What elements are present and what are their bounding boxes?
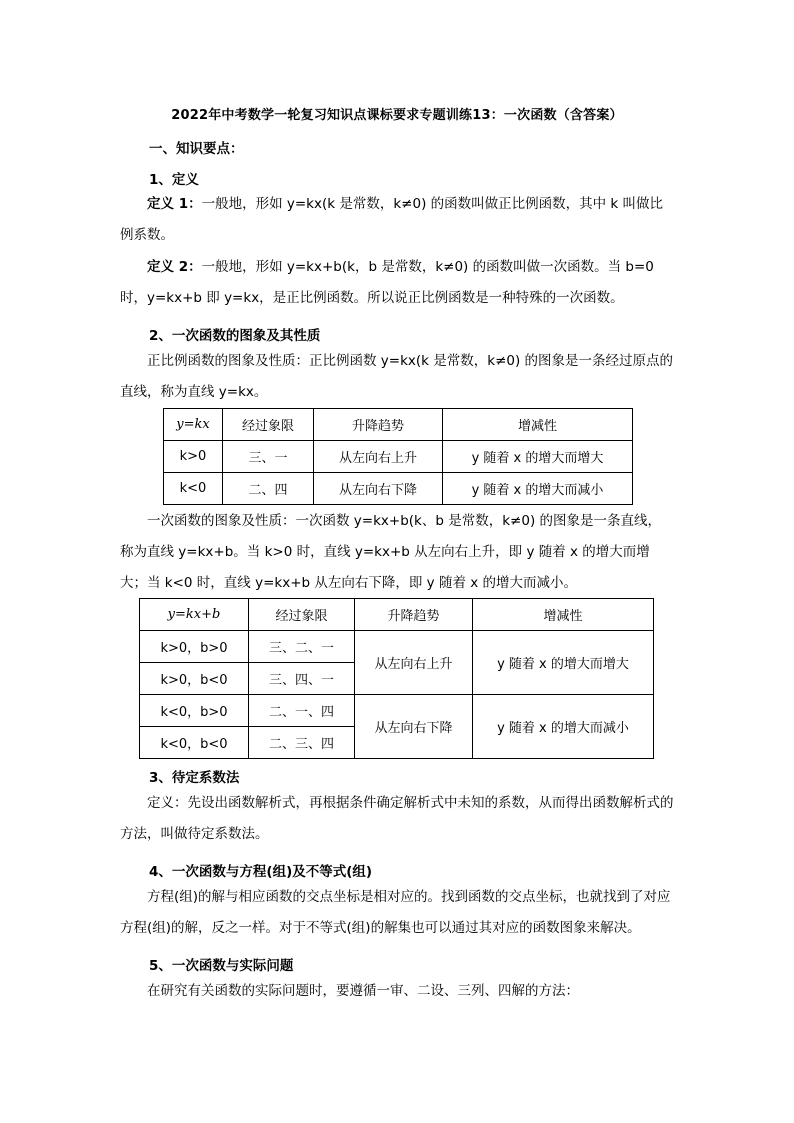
table-cell: k>0: [164, 441, 223, 473]
heading-graph-properties: 2、一次函数的图象及其性质: [149, 328, 321, 344]
table-cell: k<0: [164, 473, 223, 505]
table-cell-trend-up: 从左向右上升: [355, 631, 473, 695]
table-cell-mono-down: y 随着 x 的增大而减小: [473, 695, 654, 759]
table-cell: 从左向右下降: [314, 473, 443, 505]
definition-1-paragraph: [120, 189, 674, 251]
table-row: [164, 441, 633, 473]
practical-problems-paragraph: [120, 976, 674, 1007]
table-header-row: [164, 409, 633, 441]
heading-definition: 1、定义: [149, 172, 199, 188]
table-header-cell: 增减性: [443, 409, 633, 441]
proportional-function-table: [163, 408, 633, 505]
table-header-cell: 经过象限: [223, 409, 314, 441]
table-cell: 二、三、四: [249, 727, 355, 759]
table-header-row: [140, 599, 654, 631]
table-cell: k>0，b>0: [140, 631, 249, 663]
definition-2-label: 定义 2：: [147, 259, 202, 275]
table-cell-trend-down: 从左向右下降: [355, 695, 473, 759]
linear-function-text: 一次函数的图象及性质：一次函数 y=kx+b(k、b 是常数，k≠0) 的图象是一条直线，称为直线 y=kx+b。当 k>0 时，直线 y=kx+b 从左向右上升，即 y 随着 x 的增大而增大；当 k<0 时，直线 y=kx+b 从左向右下降，即 y 随着 x 的增大而减小。: [120, 513, 662, 591]
table-cell: k<0，b<0: [140, 727, 249, 759]
undetermined-coefficients-text: 定义：先设出函数解析式，再根据条件确定解析式中未知的系数，从而得出函数解析式的方法，叫做待定系数法。: [120, 795, 674, 842]
proportional-function-paragraph: [120, 346, 674, 408]
linear-function-table: [139, 598, 654, 759]
table-cell: 三、一: [223, 441, 314, 473]
table-cell-mono-up: y 随着 x 的增大而增大: [473, 631, 654, 695]
proportional-function-text: 正比例函数的图象及性质：正比例函数 y=kx(k 是常数，k≠0) 的图象是一条经过原点的直线，称为直线 y=kx。: [120, 353, 674, 400]
table-header-cell: y=kx+b: [140, 599, 249, 631]
undetermined-coefficients-paragraph: [120, 788, 674, 850]
section-knowledge-heading: 一、知识要点：: [149, 141, 244, 157]
table-row: [140, 631, 654, 663]
definition-1-label: 定义 1：: [147, 196, 202, 212]
table-cell: 二、一、四: [249, 695, 355, 727]
table-header-cell: 升降趋势: [314, 409, 443, 441]
table-cell: 三、二、一: [249, 631, 355, 663]
equations-inequalities-paragraph: [120, 882, 674, 944]
table-cell: k<0，b>0: [140, 695, 249, 727]
definition-1-text: 一般地，形如 y=kx(k 是常数，k≠0) 的函数叫做正比例函数，其中 k 叫做比例系数。: [120, 196, 664, 243]
practical-problems-text: 在研究有关函数的实际问题时，要遵循一审、二设、三列、四解的方法：: [147, 983, 579, 999]
table-cell: k>0，b<0: [140, 663, 249, 695]
heading-practical-problems: 5、一次函数与实际问题: [149, 958, 294, 974]
table-header-cell: 增减性: [473, 599, 654, 631]
table-cell: y 随着 x 的增大而增大: [443, 441, 633, 473]
table-cell: 二、四: [223, 473, 314, 505]
table-header-cell: 升降趋势: [355, 599, 473, 631]
heading-undetermined-coefficients: 3、待定系数法: [149, 770, 240, 786]
heading-equations-inequalities: 4、一次函数与方程(组)及不等式(组): [149, 864, 373, 880]
table-cell: y 随着 x 的增大而减小: [443, 473, 633, 505]
table-header-cell: y=kx: [164, 409, 223, 441]
table-cell: 从左向右上升: [314, 441, 443, 473]
table-header-cell: 经过象限: [249, 599, 355, 631]
table-row: [140, 695, 654, 727]
equations-inequalities-text: 方程(组)的解与相应函数的交点坐标是相对应的。找到函数的交点坐标，也就找到了对应方程(组)的解，反之一样。对于不等式(组)的解集也可以通过其对应的函数图象来解决。: [120, 889, 671, 936]
definition-2-text: 一般地，形如 y=kx+b(k，b 是常数，k≠0) 的函数叫做一次函数。当 b=0 时，y=kx+b 即 y=kx，是正比例函数。所以说正比例函数是一种特殊的一次函数。: [120, 259, 654, 306]
definition-2-paragraph: [120, 252, 674, 314]
page-title: 2022年中考数学一轮复习知识点课标要求专题训练13：一次函数（含答案）: [171, 108, 623, 123]
table-cell: 三、四、一: [249, 663, 355, 695]
table-row: [164, 473, 633, 505]
linear-function-paragraph: [120, 506, 674, 599]
